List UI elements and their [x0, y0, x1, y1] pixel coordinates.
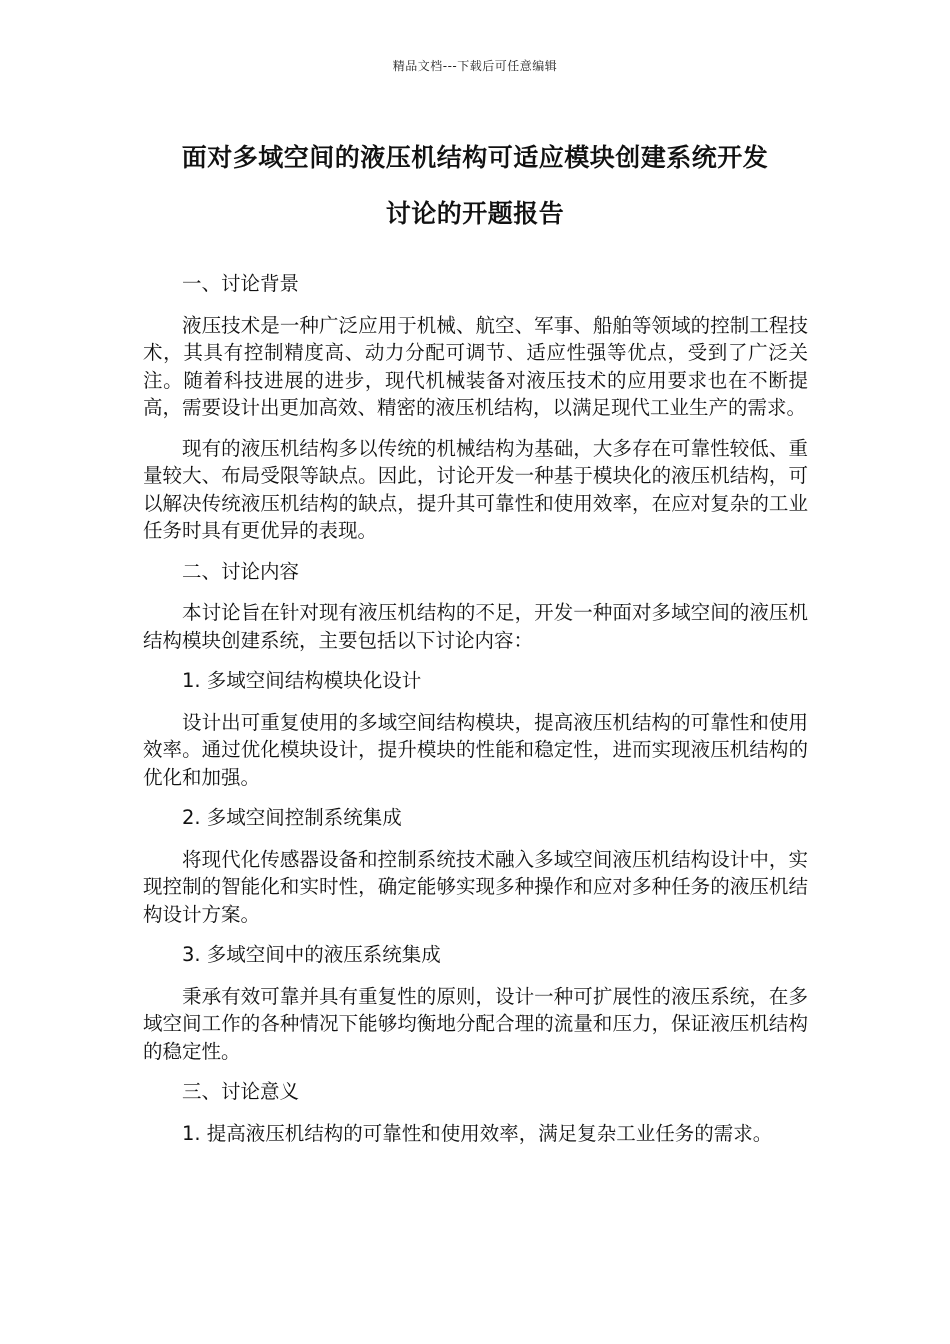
significance-item-1: 1. 提高液压机结构的可靠性和使用效率，满足复杂工业任务的需求。 [182, 1121, 773, 1145]
document-title-line-2: 讨论的开题报告 [385, 199, 565, 228]
section-heading-content: 二、讨论内容 [182, 559, 300, 583]
section-heading-significance: 三、讨论意义 [182, 1080, 300, 1103]
content-item-1-text: 设计出可重复使用的多域空间结构模块，提高液压机结构的可靠性和使用效率。通过优化模块设计，提升模块的性能和稳定性，进而实现液压机结构的优化和加强。 [143, 710, 808, 789]
content-item-2-text: 将现代化传感器设备和控制系统技术融入多域空间液压机结构设计中，实现控制的智能化和实时性，确定能够实现多种操作和应对多种任务的液压机结构设计方案。 [143, 847, 808, 926]
content-item-3-text: 秉承有效可靠并具有重复性的原则，设计一种可扩展性的液压系统，在多域空间工作的各种情况下能够均衡地分配合理的流量和压力，保证液压机结构的稳定性。 [143, 984, 808, 1063]
content-item-1-heading: 1. 多域空间结构模块化设计 [182, 669, 422, 692]
background-paragraph-2: 现有的液压机结构多以传统的机械结构为基础，大多存在可靠性较低、重量较大、布局受限等缺点。因此，讨论开发一种基于模块化的液压机结构，可以解决传统液压机结构的缺点，提升其可靠性和使用效率，在应对复杂的工业任务时具有更优异的表现。 [143, 436, 808, 542]
document-title-line-1: 面对多域空间的液压机结构可适应模块创建系统开发 [181, 143, 769, 172]
background-paragraph-1: 液压技术是一种广泛应用于机械、航空、军事、船舶等领域的控制工程技术，其具有控制精度高、动力分配可调节、适应性强等优点，受到了广泛关注。随着科技进展的进步，现代机械装备对液压技术的应用要求也在不断提高，需要设计出更加高效、精密的液压机结构，以满足现代工业生产的需求。 [143, 313, 808, 419]
document-body [143, 270, 808, 1160]
content-item-3-heading: 3. 多域空间中的液压系统集成 [182, 943, 441, 966]
section-heading-background: 一、讨论背景 [182, 272, 300, 295]
header-note: 精品文档---下载后可任意编辑 [392, 59, 558, 73]
content-item-2-heading: 2. 多域空间控制系统集成 [182, 806, 402, 829]
content-intro-paragraph: 本讨论旨在针对现有液压机结构的不足，开发一种面对多域空间的液压机结构模块创建系统，主要包括以下讨论内容： [143, 601, 808, 652]
